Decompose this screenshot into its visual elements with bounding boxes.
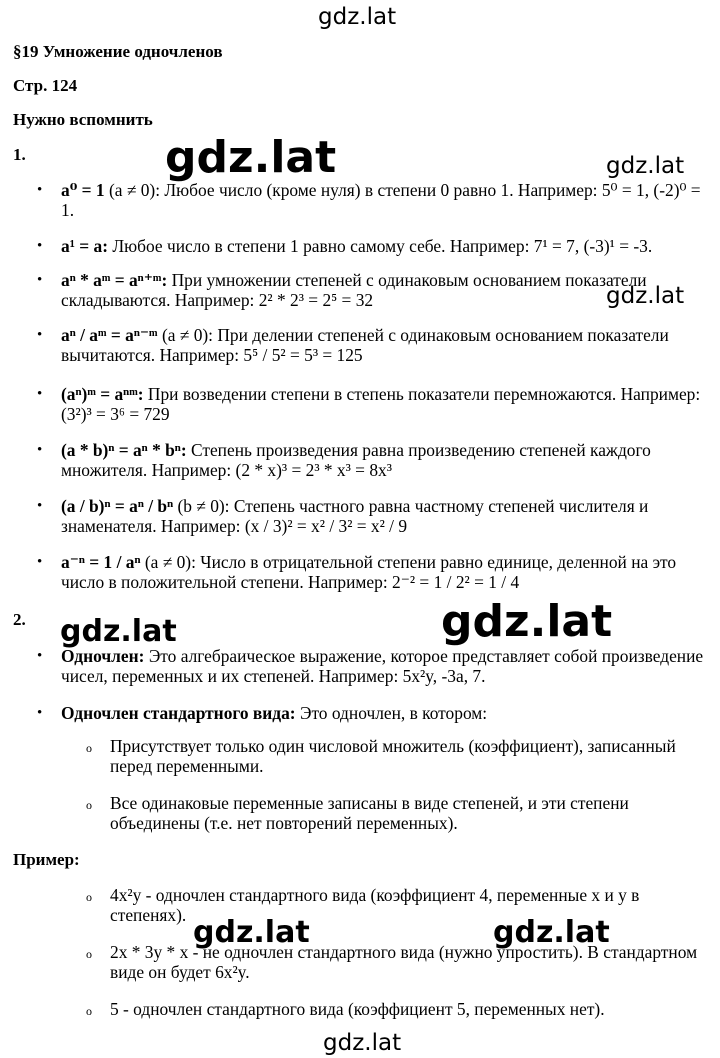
rule-item-6 — [61, 440, 709, 480]
bullet-icon: • — [37, 442, 43, 458]
bullet-icon: • — [37, 327, 43, 343]
sub-bullet-icon: o — [86, 741, 92, 755]
sub-bullet-icon: o — [86, 947, 92, 961]
definition-monomial — [61, 646, 709, 686]
rule-item-8 — [61, 552, 709, 592]
watermark-right-2: gdz.lat — [606, 283, 685, 309]
rule-text: (b ≠ 0): Степень частного равна частному степеней числителя и знаменателя. Например: (x / 3)² = x² / 3² = x² / 9 — [61, 496, 649, 536]
sub-bullet-icon: o — [86, 798, 92, 812]
example-heading: Пример: — [13, 850, 80, 869]
page-number: Стр. 124 — [13, 76, 78, 95]
rule-text: Любое число в степени 1 равно самому себе. Например: 7¹ = 7, (-3)¹ = -3. — [108, 236, 653, 256]
watermark-low-left: gdz.lat — [193, 915, 310, 950]
rule-formula: aⁿ / aᵐ = aⁿ⁻ᵐ — [61, 325, 158, 345]
watermark-mid-center: gdz.lat — [441, 596, 613, 647]
section-title: §19 Умножение одночленов — [13, 42, 223, 61]
watermark-bottom: gdz.lat — [323, 1030, 402, 1056]
bullet-icon: • — [37, 554, 43, 570]
definition-text: Это одночлен, в котором: — [295, 703, 488, 723]
condition-item-1: Присутствует только один числовой множитель (коэффициент), записанный перед переменными. — [110, 736, 676, 776]
remember-heading: Нужно вспомнить — [13, 110, 153, 129]
bullet-icon: • — [37, 498, 43, 514]
watermark-large-1: gdz.lat — [165, 132, 337, 183]
bullet-icon: • — [37, 648, 43, 664]
bullet-icon: • — [37, 386, 43, 402]
bullet-icon: • — [37, 182, 43, 198]
bullet-icon: • — [37, 272, 43, 288]
example-item-3: 5 - одночлен стандартного вида (коэффициент 5, переменных нет). — [110, 999, 605, 1019]
part-2-number: 2. — [13, 610, 26, 629]
rule-text: При возведении степени в степень показатели перемножаются. Например: (3²)³ = 3⁶ = 729 — [61, 384, 701, 424]
rule-item-2 — [61, 236, 709, 256]
rule-text: При умножении степеней с одинаковым основанием показатели складываются. Например: 2² * 2³ = 2⁵ = 32 — [61, 270, 647, 310]
sub-bullet-icon: o — [86, 890, 92, 904]
rule-formula: (a / b)ⁿ = aⁿ / bⁿ — [61, 496, 174, 516]
rule-formula: a⁰ = 1 — [61, 180, 105, 200]
rule-formula: a¹ = a: — [61, 236, 109, 256]
definition-term: Одночлен стандартного вида: — [61, 703, 296, 723]
definition-term: Одночлен: — [61, 646, 145, 666]
rule-item-1 — [61, 180, 709, 220]
watermark-mid-left: gdz.lat — [60, 614, 177, 649]
rule-formula: aⁿ * aᵐ = aⁿ⁺ᵐ: — [61, 270, 168, 290]
sub-bullet-icon: o — [86, 1004, 92, 1018]
bullet-icon: • — [37, 238, 43, 254]
rule-text: (a ≠ 0): Число в отрицательной степени равно единице, деленной на это число в положительной степени. Например: 2⁻² = 1 / 2² = 1 / 4 — [61, 552, 677, 592]
rule-text: (a ≠ 0): Любое число (кроме нуля) в степени 0 равно 1. Например: 5⁰ = 1, (-2)⁰ = 1. — [61, 180, 701, 220]
rule-formula: (a * b)ⁿ = aⁿ * bⁿ: — [61, 440, 187, 460]
part-1-number: 1. — [13, 145, 26, 164]
rule-formula: (aⁿ)ᵐ = aⁿᵐ: — [61, 384, 144, 404]
watermark-low-right: gdz.lat — [493, 915, 610, 950]
rule-item-5 — [61, 384, 709, 424]
watermark-top: gdz.lat — [318, 4, 397, 30]
example-item-2: 2x * 3y * x - не одночлен стандартного вида (нужно упростить). В стандартном виде он будет 6x²y. — [110, 942, 698, 982]
rule-text: Степень произведения равна произведению степеней каждого множителя. Например: (2 * x)³ = 2³ * x³ = 8x³ — [61, 440, 651, 480]
example-item-1: 4x²y - одночлен стандартного вида (коэффициент 4, переменные x и y в степенях). — [110, 885, 640, 925]
rule-formula: a⁻ⁿ = 1 / aⁿ — [61, 552, 141, 572]
rule-item-4 — [61, 325, 709, 365]
rule-item-7 — [61, 496, 709, 536]
bullet-icon: • — [37, 705, 43, 721]
watermark-right-1: gdz.lat — [606, 153, 685, 179]
definition-standard-form — [61, 703, 709, 723]
rule-text: (a ≠ 0): При делении степеней с одинаковым основанием показатели вычитаются. Например: 5⁵ / 5² = 5³ = 125 — [61, 325, 669, 365]
definition-text: Это алгебраическое выражение, которое представляет собой произведение чисел, переменных и их степеней. Например: 5x²y, -3a, 7. — [61, 646, 704, 686]
condition-item-2: Все одинаковые переменные записаны в виде степеней, и эти степени объединены (т.е. нет повторений переменных). — [110, 793, 629, 833]
